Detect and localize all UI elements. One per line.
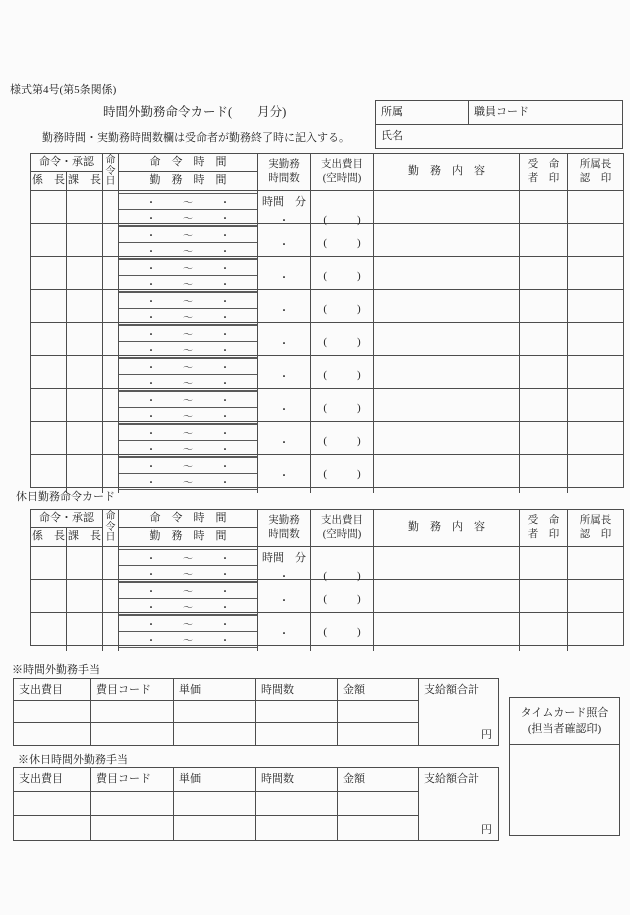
- allowance-data-cell: [14, 816, 91, 840]
- order-date-cell: [103, 613, 119, 651]
- header-command-approval: 命令・承認: [31, 510, 103, 528]
- time-tilde: ～: [183, 412, 193, 423]
- header-work-time: 勤 務 時 間: [119, 172, 258, 190]
- name-field: 氏名: [381, 130, 403, 142]
- order-time-row: [119, 260, 257, 276]
- time-dot: ・: [220, 396, 230, 407]
- time-dot: ・: [146, 264, 156, 275]
- header-expense-line2: (空時間): [322, 529, 362, 540]
- actual-hours-cell: ・: [258, 356, 311, 394]
- order-time-row: [119, 194, 257, 210]
- time-dot: ・: [146, 231, 156, 242]
- actual-hours-cell: ・: [258, 613, 311, 651]
- recipient-seal-cell: [520, 613, 568, 651]
- time-dot: ・: [146, 396, 156, 407]
- time-dot: ・: [146, 313, 156, 324]
- allowance-header-hours: 時間数: [256, 679, 338, 701]
- time-dot: ・: [220, 445, 230, 456]
- time-tilde: ～: [183, 462, 193, 473]
- holiday-table-title: 休日勤務命令カード: [16, 491, 115, 503]
- header-expense-line1: 支出費目: [321, 514, 363, 526]
- actual-hours-cell: ・: [258, 580, 311, 618]
- header-work-time: 勤 務 時 間: [119, 528, 258, 546]
- time-dot: ・: [220, 363, 230, 374]
- blank-time-parens: ( ): [323, 303, 361, 315]
- time-range-box: [119, 582, 257, 615]
- actual-hours-cell: ・: [258, 224, 311, 262]
- overtime-table-header: [31, 154, 623, 191]
- allowance-data-cell: [14, 701, 91, 723]
- time-range-box: [119, 549, 257, 582]
- allowance-header-amount: 金額: [338, 768, 419, 792]
- header-recipient-line2: 者 印: [527, 173, 560, 184]
- blank-time-parens: ( ): [323, 402, 361, 414]
- header-recipient-line2: 者 印: [527, 529, 560, 540]
- time-dot: ・: [220, 297, 230, 308]
- time-dot: ・: [220, 554, 230, 565]
- time-tilde: ～: [183, 297, 193, 308]
- time-dot: ・: [146, 346, 156, 357]
- header-dept-head-seal: [568, 510, 623, 546]
- actual-hours-cell: ・: [258, 455, 311, 493]
- time-dot: ・: [220, 636, 230, 647]
- header-dept-head-line2: 認 印: [579, 173, 612, 184]
- allowance-data-cell: [256, 701, 338, 723]
- order-record-row: [31, 322, 623, 355]
- time-dot: ・: [146, 429, 156, 440]
- time-dot: ・: [146, 330, 156, 341]
- timecard-title-line2: (担当者確認印): [527, 723, 602, 735]
- header-command-approval: 命令・承認: [31, 154, 103, 172]
- time-tilde: ～: [183, 247, 193, 258]
- blank-time-parens: ( ): [323, 237, 361, 249]
- allowance-data-cell: [91, 816, 174, 840]
- allowance-header-expense: 支出費目: [14, 679, 91, 701]
- total-amount-cell: [419, 679, 498, 745]
- header-actual-hours-line2: 時間数: [268, 173, 300, 184]
- allowance-data-cell: [91, 723, 174, 745]
- time-dot: ・: [146, 554, 156, 565]
- timecard-title-line1: タイムカード照合: [520, 706, 609, 719]
- yen-unit-label: 円: [481, 729, 492, 741]
- order-time-row: [119, 227, 257, 243]
- time-tilde: ～: [183, 636, 193, 647]
- header-dept-head-line1: 所属長: [579, 158, 612, 170]
- total-amount-label: 支給額合計: [424, 684, 479, 696]
- allowance-data-cell: [174, 723, 256, 745]
- time-tilde: ～: [183, 478, 193, 489]
- allowance-data-cell: [338, 792, 419, 816]
- allowance-data-cell: [174, 792, 256, 816]
- allowance-data-cell: [256, 816, 338, 840]
- time-tilde: ～: [183, 445, 193, 456]
- time-tilde: ～: [183, 396, 193, 407]
- blank-time-parens: ( ): [323, 270, 361, 282]
- header-expense-item: [311, 510, 374, 546]
- work-time-row: [119, 342, 257, 357]
- time-tilde: ～: [183, 429, 193, 440]
- order-record-row: [31, 388, 623, 421]
- order-time-row: [119, 550, 257, 566]
- time-range-cell: [119, 613, 258, 651]
- actual-hours-cell: ・: [258, 323, 311, 361]
- time-range-box: [119, 259, 257, 292]
- time-dot: ・: [146, 462, 156, 473]
- time-tilde: ～: [183, 313, 193, 324]
- allowance-data-cell: [338, 816, 419, 840]
- info-row-top: [376, 101, 622, 125]
- allowance-header-unit-price: 単価: [174, 679, 256, 701]
- time-dot: ・: [220, 264, 230, 275]
- time-tilde: ～: [183, 231, 193, 242]
- time-range-box: [119, 391, 257, 424]
- order-time-row: [119, 359, 257, 375]
- time-dot: ・: [220, 412, 230, 423]
- order-record-row: [31, 256, 623, 289]
- time-tilde: ～: [183, 603, 193, 614]
- header-order-time: 命 令 時 間: [119, 154, 258, 172]
- chief-seal-cell: [31, 613, 67, 651]
- work-time-row: [119, 599, 257, 614]
- time-dot: ・: [220, 478, 230, 489]
- actual-hours-cell: ・: [258, 389, 311, 427]
- holiday-order-table: [30, 509, 624, 646]
- work-time-row: [119, 243, 257, 258]
- overtime-table-body: [31, 191, 623, 487]
- holiday-allowance-title: ※休日時間外勤務手当: [18, 754, 128, 766]
- manager-seal-cell: [67, 613, 103, 651]
- time-dot: ・: [220, 313, 230, 324]
- actual-hours-cell: ・: [258, 290, 311, 328]
- work-time-row: [119, 474, 257, 489]
- time-dot: ・: [220, 330, 230, 341]
- time-dot: ・: [220, 247, 230, 258]
- time-tilde: ～: [183, 346, 193, 357]
- work-time-row: [119, 441, 257, 456]
- header-manager: 課 長: [67, 528, 103, 546]
- time-dot: ・: [146, 445, 156, 456]
- header-chief: 係 長: [31, 528, 67, 546]
- header-actual-hours: [258, 154, 311, 190]
- time-dot: ・: [220, 231, 230, 242]
- time-dot: ・: [146, 214, 156, 225]
- time-range-box: [119, 457, 257, 490]
- order-time-row: [119, 326, 257, 342]
- allowance-data-cell: [174, 816, 256, 840]
- allowance-header-code: 費目コード: [91, 679, 174, 701]
- header-work-content: 勤 務 内 容: [374, 154, 520, 190]
- time-dot: ・: [220, 603, 230, 614]
- holiday-allowance-table: [13, 767, 499, 841]
- overtime-allowance-title: ※時間外勤務手当: [12, 664, 100, 676]
- order-record-row: [31, 547, 623, 583]
- header-actual-hours-line1: 実勤務: [268, 514, 300, 526]
- allowance-data-cell: [14, 792, 91, 816]
- allowance-data-cell: [14, 723, 91, 745]
- total-amount-label: 支給額合計: [424, 773, 479, 785]
- time-tilde: ～: [183, 554, 193, 565]
- order-time-row: [119, 458, 257, 474]
- blank-time-parens: ( ): [323, 213, 361, 226]
- overtime-order-table: [30, 153, 624, 488]
- header-dept-head-line1: 所属長: [579, 514, 612, 526]
- work-time-row: [119, 408, 257, 423]
- time-range-box: [119, 325, 257, 358]
- allowance-data-cell: [91, 701, 174, 723]
- time-dot: ・: [146, 198, 156, 209]
- work-time-row: [119, 566, 257, 581]
- hours-dot: ・: [279, 216, 289, 227]
- header-order-date: 命令日: [103, 510, 119, 546]
- allowance-data-cell: [338, 701, 419, 723]
- holiday-table-header: [31, 510, 623, 547]
- order-time-row: [119, 583, 257, 599]
- header-recipient-seal: [520, 510, 568, 546]
- time-dot: ・: [220, 280, 230, 291]
- hours-unit-label: 時間 分: [262, 551, 306, 564]
- hours-unit-label: 時間 分: [262, 195, 306, 208]
- time-dot: ・: [220, 587, 230, 598]
- order-record-row: [31, 191, 623, 227]
- header-dept-head-seal: [568, 154, 623, 190]
- allowance-data-cell: [338, 723, 419, 745]
- time-tilde: ～: [183, 280, 193, 291]
- order-record-row: [31, 579, 623, 612]
- dept-head-seal-cell: [568, 613, 623, 651]
- time-dot: ・: [146, 620, 156, 631]
- expense-item-cell: [311, 613, 374, 651]
- timecard-verification-box: [509, 697, 620, 836]
- work-content-cell: [374, 455, 520, 493]
- actual-hours-cell: ・: [258, 422, 311, 460]
- employee-code-field: 職員コード: [474, 106, 529, 118]
- header-recipient-line1: 受 命: [527, 158, 560, 170]
- time-dot: ・: [220, 570, 230, 581]
- time-tilde: ～: [183, 214, 193, 225]
- time-dot: ・: [220, 198, 230, 209]
- header-manager: 課 長: [67, 172, 103, 190]
- blank-time-parens: ( ): [323, 336, 361, 348]
- header-work-content: 勤 務 内 容: [374, 510, 520, 546]
- time-dot: ・: [146, 297, 156, 308]
- order-record-row: [31, 612, 623, 645]
- header-recipient-seal: [520, 154, 568, 190]
- time-tilde: ～: [183, 363, 193, 374]
- employee-info-box: [375, 100, 623, 149]
- time-dot: ・: [146, 363, 156, 374]
- time-range-box: [119, 358, 257, 391]
- dept-head-seal-cell: [568, 455, 623, 493]
- time-range-box: [119, 226, 257, 259]
- time-dot: ・: [220, 620, 230, 631]
- header-chief: 係 長: [31, 172, 67, 190]
- work-time-row: [119, 632, 257, 647]
- expense-item-cell: [311, 455, 374, 493]
- header-order-date: 命令日: [103, 154, 119, 190]
- allowance-data-cell: [256, 723, 338, 745]
- order-record-row: [31, 223, 623, 256]
- time-range-cell: [119, 455, 258, 493]
- total-amount-cell: [419, 768, 498, 840]
- time-dot: ・: [220, 429, 230, 440]
- form-number: 様式第4号(第5条関係): [10, 84, 117, 96]
- time-dot: ・: [146, 412, 156, 423]
- order-record-row: [31, 355, 623, 388]
- time-dot: ・: [146, 636, 156, 647]
- time-tilde: ～: [183, 264, 193, 275]
- department-field: 所属: [376, 101, 469, 124]
- work-content-cell: [374, 613, 520, 651]
- hours-dot: ・: [279, 572, 289, 583]
- time-dot: ・: [146, 587, 156, 598]
- order-time-row: [119, 425, 257, 441]
- blank-time-parens: ( ): [323, 468, 361, 480]
- time-dot: ・: [146, 478, 156, 489]
- time-dot: ・: [220, 462, 230, 473]
- work-time-row: [119, 375, 257, 390]
- allowance-header-amount: 金額: [338, 679, 419, 701]
- header-expense-line1: 支出費目: [321, 158, 363, 170]
- work-time-row: [119, 276, 257, 291]
- time-dot: ・: [146, 280, 156, 291]
- time-dot: ・: [220, 379, 230, 390]
- instruction-note: 勤務時間・実勤務時間数欄は受命者が勤務終了時に記入する。: [42, 132, 350, 144]
- blank-time-parens: ( ): [323, 626, 361, 638]
- time-range-box: [119, 193, 257, 226]
- time-tilde: ～: [183, 620, 193, 631]
- allowance-header-code: 費目コード: [91, 768, 174, 792]
- header-actual-hours-line2: 時間数: [268, 529, 300, 540]
- allowance-data-cell: [91, 792, 174, 816]
- timecard-seal-area: [510, 745, 619, 835]
- time-dot: ・: [146, 247, 156, 258]
- order-record-row: [31, 289, 623, 322]
- time-dot: ・: [146, 570, 156, 581]
- blank-time-parens: ( ): [323, 369, 361, 381]
- header-expense-line2: (空時間): [322, 173, 362, 184]
- order-record-row: [31, 454, 623, 487]
- header-expense-item: [311, 154, 374, 190]
- order-time-row: [119, 616, 257, 632]
- timecard-box-header: [510, 698, 619, 745]
- time-range-box: [119, 292, 257, 325]
- time-dot: ・: [220, 214, 230, 225]
- blank-time-parens: ( ): [323, 435, 361, 447]
- order-record-row: [31, 421, 623, 454]
- allowance-header-unit-price: 単価: [174, 768, 256, 792]
- time-tilde: ～: [183, 587, 193, 598]
- order-time-row: [119, 293, 257, 309]
- yen-unit-label: 円: [481, 824, 492, 836]
- actual-hours-cell: ・: [258, 257, 311, 295]
- time-tilde: ～: [183, 570, 193, 581]
- blank-time-parens: ( ): [323, 569, 361, 582]
- time-range-box: [119, 615, 257, 648]
- blank-time-parens: ( ): [323, 593, 361, 605]
- time-dot: ・: [146, 379, 156, 390]
- allowance-header-hours: 時間数: [256, 768, 338, 792]
- work-time-row: [119, 210, 257, 225]
- header-actual-hours: [258, 510, 311, 546]
- recipient-seal-cell: [520, 455, 568, 493]
- header-actual-hours-line1: 実勤務: [268, 158, 300, 170]
- time-tilde: ～: [183, 330, 193, 341]
- time-dot: ・: [220, 346, 230, 357]
- overtime-allowance-table: [13, 678, 499, 746]
- holiday-table-body: [31, 547, 623, 645]
- work-time-row: [119, 309, 257, 324]
- allowance-data-cell: [256, 792, 338, 816]
- header-dept-head-line2: 認 印: [579, 529, 612, 540]
- allowance-data-cell: [174, 701, 256, 723]
- time-tilde: ～: [183, 198, 193, 209]
- time-dot: ・: [146, 603, 156, 614]
- time-tilde: ～: [183, 379, 193, 390]
- header-recipient-line1: 受 命: [527, 514, 560, 526]
- order-time-row: [119, 392, 257, 408]
- allowance-header-expense: 支出費目: [14, 768, 91, 792]
- page-title: 時間外勤務命令カード( 月分): [103, 105, 287, 119]
- time-range-box: [119, 424, 257, 457]
- header-order-time: 命 令 時 間: [119, 510, 258, 528]
